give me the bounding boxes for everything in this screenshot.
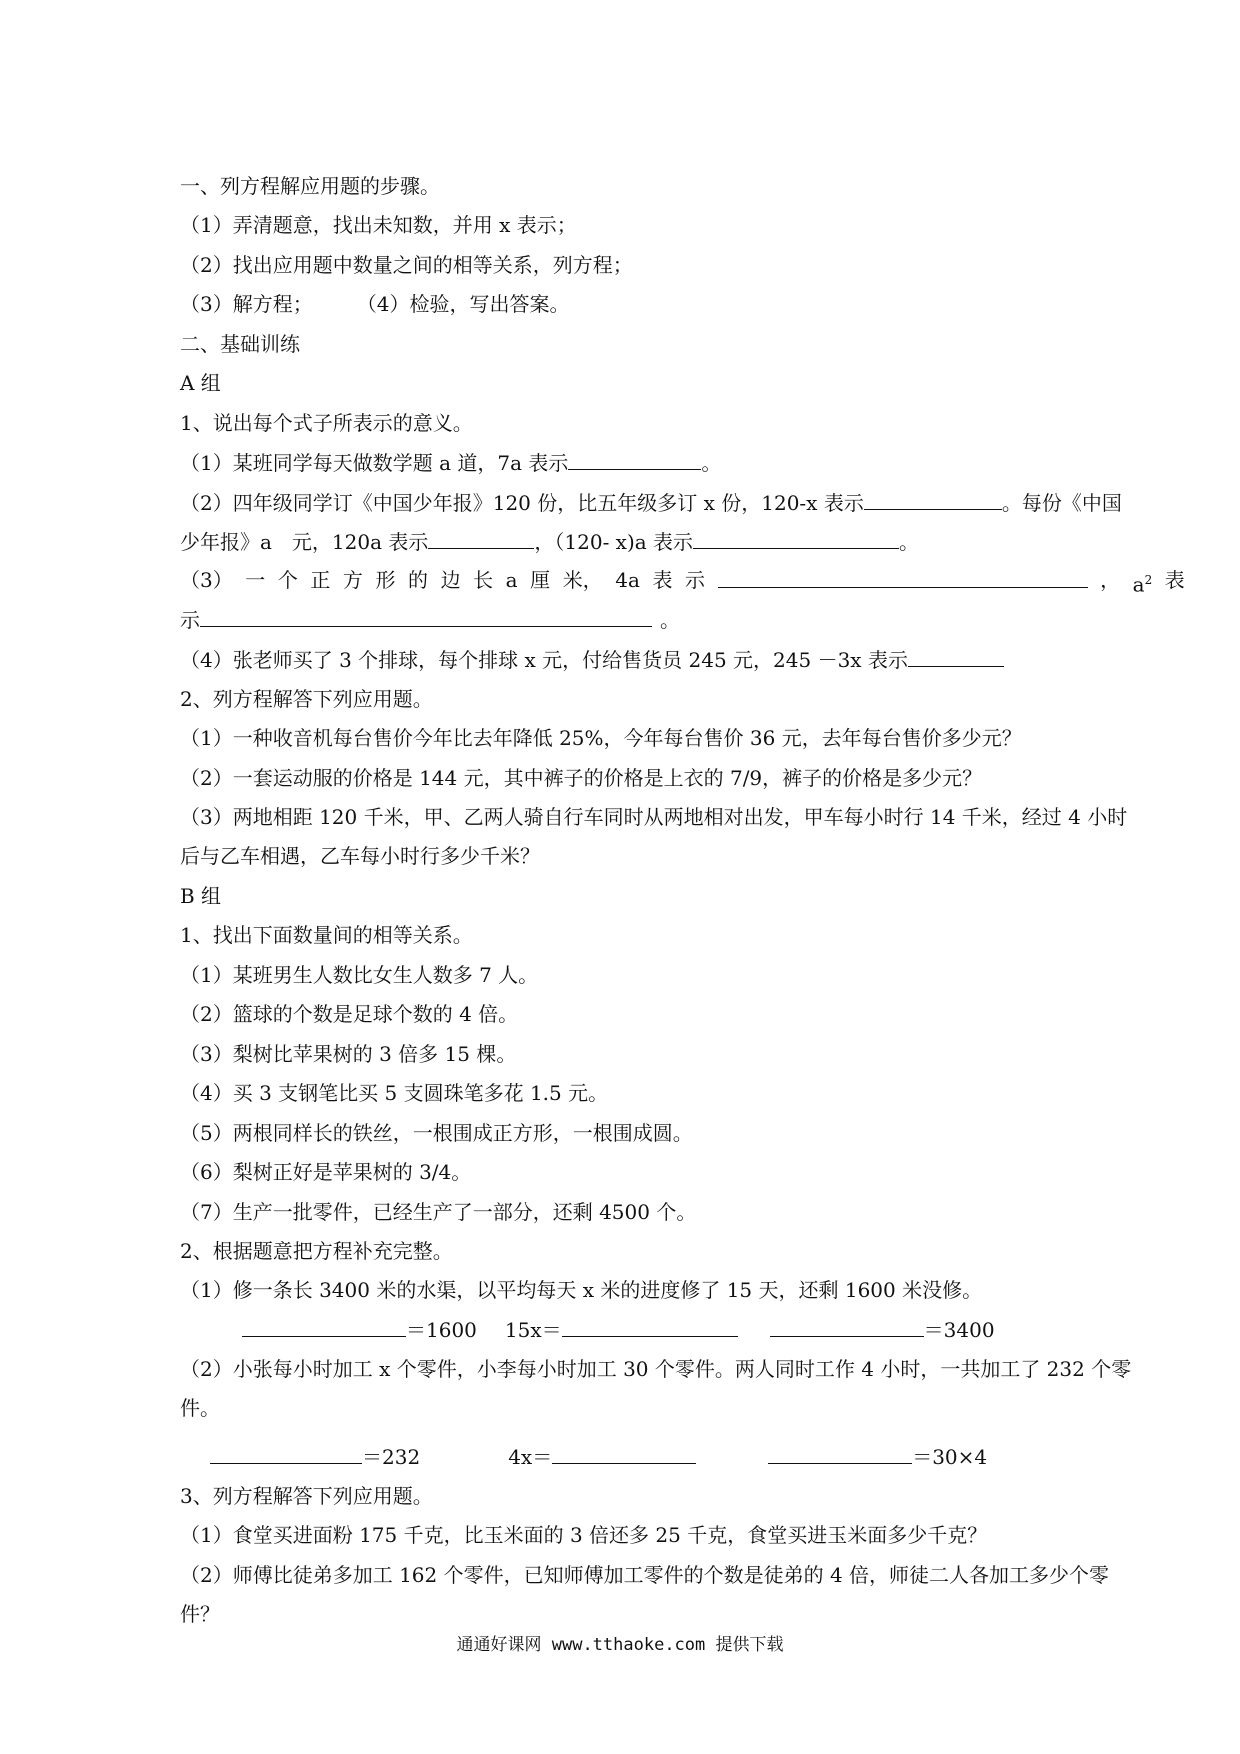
a1-q2-line1 — [180, 489, 1122, 516]
a1-q3-char: 边 — [440, 568, 461, 592]
a1-title: 1、说出每个式子所表示的意义。 — [180, 411, 473, 435]
a-symbol: a — [1132, 572, 1145, 597]
a1-q3-char: 方 — [342, 568, 363, 592]
b1-item-1: （1）某班男生人数比女生人数多 7 人。 — [180, 963, 539, 987]
a1-q4 — [180, 646, 1004, 673]
footer-source: 通通好课网 www.tthaoke.com 提供下载 — [456, 1635, 784, 1655]
answer-blank[interactable] — [428, 528, 534, 549]
section-2-title: 二、基础训练 — [180, 332, 300, 356]
b1-item-5: （5）两根同样长的铁丝，一根围成正方形，一根围成圆。 — [180, 1121, 693, 1145]
equation-3-rhs: ＝30×4 — [912, 1445, 988, 1469]
b2-q2-equations — [210, 1443, 987, 1470]
equation-2-lhs: 4x＝ — [508, 1445, 553, 1469]
a1-q3-char: 米， — [562, 568, 603, 592]
b3-q2-line2: 件？ — [180, 1602, 220, 1626]
b1-item-2: （2）篮球的个数是足球个数的 4 倍。 — [180, 1002, 519, 1026]
a1-q3-char: 正 — [310, 568, 331, 592]
a2-title: 2、列方程解答下列应用题。 — [180, 687, 433, 711]
b1-title: 1、找出下面数量间的相等关系。 — [180, 923, 473, 947]
equation-blank[interactable] — [242, 1316, 406, 1337]
a1-q3-num: （3） — [180, 568, 233, 592]
equation-blank[interactable] — [562, 1316, 738, 1337]
b1-item-7: （7）生产一批零件，已经生产了一部分，还剩 4500 个。 — [180, 1200, 697, 1224]
steps-3-4 — [180, 291, 569, 317]
b2-title: 2、根据题意把方程补充完整。 — [180, 1239, 453, 1263]
equation-blank[interactable] — [210, 1443, 362, 1464]
equation-blank[interactable] — [770, 1316, 924, 1337]
step-1: （1）弄清题意，找出未知数，并用 x 表示； — [180, 213, 577, 237]
b3-title: 3、列方程解答下列应用题。 — [180, 1484, 433, 1508]
a1-q3-char: 示 — [684, 568, 705, 592]
b1-item-3: （3）梨树比苹果树的 3 倍多 15 棵。 — [180, 1042, 517, 1066]
answer-blank[interactable] — [568, 449, 701, 470]
a1-q2-line2 — [180, 528, 919, 555]
a1-q3-char: 个 — [277, 568, 298, 592]
step-3: （3）解方程； — [180, 292, 313, 316]
a1-q3-comma: ， — [1100, 568, 1121, 592]
section-1-title: 一、列方程解应用题的步骤。 — [180, 174, 440, 198]
a1-q3-l2: 示 — [180, 608, 200, 632]
exponent: 2 — [1144, 573, 1153, 587]
a1-q3-char: a — [505, 568, 518, 592]
group-b-heading: B 组 — [180, 884, 222, 908]
equation-3-rhs: ＝3400 — [923, 1318, 995, 1342]
answer-blank[interactable] — [693, 528, 899, 549]
a1-q3-line2 — [180, 606, 680, 633]
b1-item-4: （4）买 3 支钢笔比买 5 支圆珠笔多花 1.5 元。 — [180, 1081, 609, 1105]
step-4: （4）检验，写出答案。 — [356, 292, 570, 316]
a1-q3-char: 表 — [652, 568, 673, 592]
answer-blank[interactable] — [718, 567, 1088, 588]
a2-q1: （1）一种收音机每台售价今年比去年降低 25%，今年每台售价 36 元，去年每台售价多少元？ — [180, 726, 1022, 750]
answer-blank[interactable] — [864, 489, 1002, 510]
a1-q2-text: （2）四年级同学订《中国少年报》120 份，比五年级多订 x 份，120-x 表示 — [180, 491, 864, 515]
answer-blank[interactable] — [908, 646, 1004, 667]
a1-q2-l2a: 少年报》a 元，120a 表示 — [180, 530, 429, 554]
equation-1-rhs: ＝1600 — [406, 1318, 477, 1342]
a1-q4-text: （4）张老师买了 3 个排球，每个排球 x 元，付给售货员 245 元，245 －3x 表示 — [180, 648, 908, 672]
b1-item-6: （6）梨树正好是苹果树的 3/4。 — [180, 1160, 472, 1184]
a2-q3-line2: 后与乙车相遇，乙车每小时行多少千米？ — [180, 844, 540, 868]
equation-blank[interactable] — [768, 1443, 912, 1464]
b2-q2-line1: （2）小张每小时加工 x 个零件，小李每小时加工 30 个零件。两人同时工作 4 小时，一共加工了 232 个零 — [180, 1357, 1132, 1381]
equation-1-rhs: ＝232 — [362, 1445, 421, 1469]
a1-q3-char: 长 — [473, 568, 494, 592]
b2-q2-line2: 件。 — [180, 1396, 220, 1420]
a2-q3-line1: （3）两地相距 120 千米，甲、乙两人骑自行车同时从两地相对出发，甲车每小时行 14 千米，经过 4 小时 — [180, 805, 1128, 829]
a1-q3-l2end: 。 — [660, 608, 680, 632]
b3-q2-line1: （2）师傅比徒弟多加工 162 个零件，已知师傅加工零件的个数是徒弟的 4 倍，师徒二人各加工多少个零 — [180, 1563, 1110, 1587]
a1-q3-char: 4a — [615, 568, 640, 592]
a1-q3-char: 厘 — [530, 568, 551, 592]
a1-q1 — [180, 449, 721, 476]
a1-q3-char: 表 — [1164, 568, 1185, 592]
b3-q1: （1）食堂买进面粉 175 千克，比玉米面的 3 倍还多 25 千克，食堂买进玉米面多少千克？ — [180, 1523, 988, 1547]
step-2: （2）找出应用题中数量之间的相等关系，列方程； — [180, 253, 633, 277]
answer-blank[interactable] — [200, 606, 652, 627]
a1-q1-text: （1）某班同学每天做数学题 a 道，7a 表示 — [180, 451, 569, 475]
a1-q2-mid: 。每份《中国 — [1001, 491, 1122, 515]
b2-q1: （1）修一条长 3400 米的水渠，以平均每天 x 米的进度修了 15 天，还剩 1600 米没修。 — [180, 1278, 983, 1302]
a1-q3-char: 形 — [375, 568, 396, 592]
a1-q2-l2end: 。 — [899, 530, 920, 554]
a1-q3-char: 一 — [245, 568, 266, 592]
group-a-heading: A 组 — [180, 371, 221, 395]
equation-blank[interactable] — [552, 1443, 696, 1464]
a1-q3-line1 — [180, 567, 1185, 598]
a1-q2-l2b: ，（120- x)a 表示 — [534, 530, 694, 554]
a1-q3-a-squared — [1133, 567, 1153, 598]
a2-q2: （2）一套运动服的价格是 144 元，其中裤子的价格是上衣的 7/9，裤子的价格是多少元？ — [180, 766, 983, 790]
a1-q1-end: 。 — [701, 451, 722, 475]
b2-q1-equations — [242, 1316, 995, 1343]
a1-q3-char: 的 — [408, 568, 429, 592]
equation-2-lhs: 15x＝ — [504, 1318, 562, 1342]
